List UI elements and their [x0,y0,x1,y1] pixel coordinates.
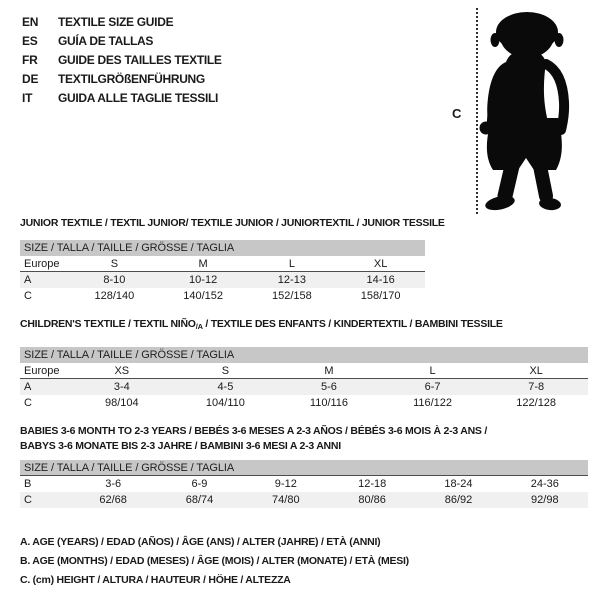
language-code: EN [22,14,39,29]
age-cell: 14-16 [366,274,395,286]
age-cell: 7-8 [528,381,545,393]
size-header-label: SIZE / TALLA / TAILLE / GRÖSSE / TAGLIA [24,349,235,361]
height-cell: 98/104 [104,397,139,409]
language-row-de [22,69,222,88]
height-cell: 128/140 [94,290,135,302]
size-cell: XL [373,257,388,270]
guide-title-fr: GUIDE DES TAILLES TEXTILE [58,52,222,67]
age-cell: 18-24 [444,478,473,490]
footnote-age-years: A. AGE (YEARS) / EDAD (AÑOS) / ÂGE (ANS) / ALTER (JAHRE) / ETÀ (ANNI) [20,536,381,548]
guide-title-es: GUÍA DE TALLAS [58,33,154,48]
babies-section-title [20,424,487,454]
size-cell: L [429,364,436,377]
size-header-label: SIZE / TALLA / TAILLE / GRÖSSE / TAGLIA [24,461,235,474]
region-label: Europe [24,364,60,377]
age-cell: 3-4 [113,381,130,393]
babies-title-line2: BABYS 3-6 MONATE BIS 2-3 JAHRE / BAMBINI 3-6 MESI A 2-3 ANNI [20,440,341,452]
footnote-height-cm: C. (cm) HEIGHT / ALTURA / HAUTEUR / HÖHE / ALTEZZA [20,574,291,586]
footnote-age-months: B. AGE (MONTHS) / EDAD (MESES) / ÂGE (MOIS) / ALTER (MONATE) / ETÀ (MESI) [20,555,409,567]
children-size-table [20,347,588,411]
size-header-bar [20,240,425,256]
children-height-row [20,395,588,411]
language-code: ES [22,33,38,48]
language-title-list [22,12,222,107]
junior-size-table [20,240,425,304]
age-cell: 12-13 [277,274,306,286]
language-row-es [22,31,222,50]
guide-title-it: GUIDA ALLE TAGLIE TESSILI [58,90,219,105]
language-code: FR [22,52,38,67]
height-cell: 68/74 [185,494,214,506]
age-cell: 3-6 [105,478,122,490]
height-cell: 92/98 [531,494,559,506]
language-code: DE [22,71,39,86]
size-cell: S [221,364,230,377]
age-cell: 12-18 [358,478,387,490]
babies-height-row [20,492,588,508]
age-cell: 5-6 [321,381,337,393]
children-section-title [20,318,503,331]
junior-age-row [20,272,425,288]
height-cell: 140/152 [183,290,223,302]
height-cell: 122/128 [516,397,557,409]
height-cell: 86/92 [444,494,473,506]
baby-height-figure [440,6,588,218]
region-label: Europe [24,257,60,270]
children-size-row [20,363,588,379]
age-cell: 6-7 [424,381,441,393]
height-cell: 80/86 [358,494,386,506]
guide-title-de: TEXTILGRÖßENFÜHRUNG [58,71,205,86]
height-cell: 158/170 [360,290,401,302]
size-header-label: SIZE / TALLA / TAILLE / GRÖSSE / TAGLIA [24,242,235,254]
age-cell: 9-12 [274,478,297,490]
height-cell: 104/110 [205,397,245,409]
row-label: C [24,397,32,409]
babies-title-line1: BABIES 3-6 MONTH TO 2-3 YEARS / BEBÉS 3-6 MESES A 2-3 AÑOS / BÉBÉS 3-6 MOIS À 2-3 ANS / [20,425,488,437]
height-cell: 62/68 [99,494,127,506]
age-cell: 4-5 [217,381,234,393]
row-label: A [24,381,32,393]
junior-size-row [20,256,425,272]
height-cell: 152/158 [271,290,312,302]
age-cell: 24-36 [530,478,559,490]
baby-silhouette-icon [478,6,578,212]
babies-age-row [20,476,588,492]
size-cell: XL [529,364,543,377]
age-cell: 6-9 [191,478,208,490]
size-cell: S [110,257,119,270]
height-cell: 74/80 [272,494,300,506]
babies-size-table [20,460,588,508]
size-header-bar [20,460,588,476]
age-cell: 8-10 [103,274,126,286]
row-label: B [24,478,32,490]
children-title-subscript: /A [195,322,203,331]
height-measure-label: C [452,106,462,121]
height-cell: 110/116 [309,397,349,409]
age-cell: 10-12 [189,274,218,286]
children-age-row [20,379,588,395]
size-cell: M [324,364,334,377]
junior-height-row [20,288,425,304]
language-row-it [22,88,222,107]
junior-section-title: JUNIOR TEXTILE / TEXTIL JUNIOR/ TEXTILE JUNIOR / JUNIORTEXTIL / JUNIOR TESSILE [20,217,445,229]
children-title-main: CHILDREN'S TEXTILE / TEXTIL NIÑO [20,318,196,330]
row-label: C [24,290,32,302]
size-header-bar [20,347,588,363]
legend-footnotes [20,533,409,590]
size-cell: L [288,257,295,270]
row-label: C [24,494,32,506]
language-row-fr [22,50,222,69]
height-cell: 116/122 [413,397,453,409]
size-cell: M [198,257,208,270]
language-row-en [22,12,222,31]
size-cell: XS [114,364,130,377]
language-code: IT [22,90,33,105]
children-title-rest: / TEXTILE DES ENFANTS / KINDERTEXTIL / BAMBINI TESSILE [202,318,503,330]
row-label: A [24,274,32,286]
guide-title-en: TEXTILE SIZE GUIDE [58,14,174,29]
